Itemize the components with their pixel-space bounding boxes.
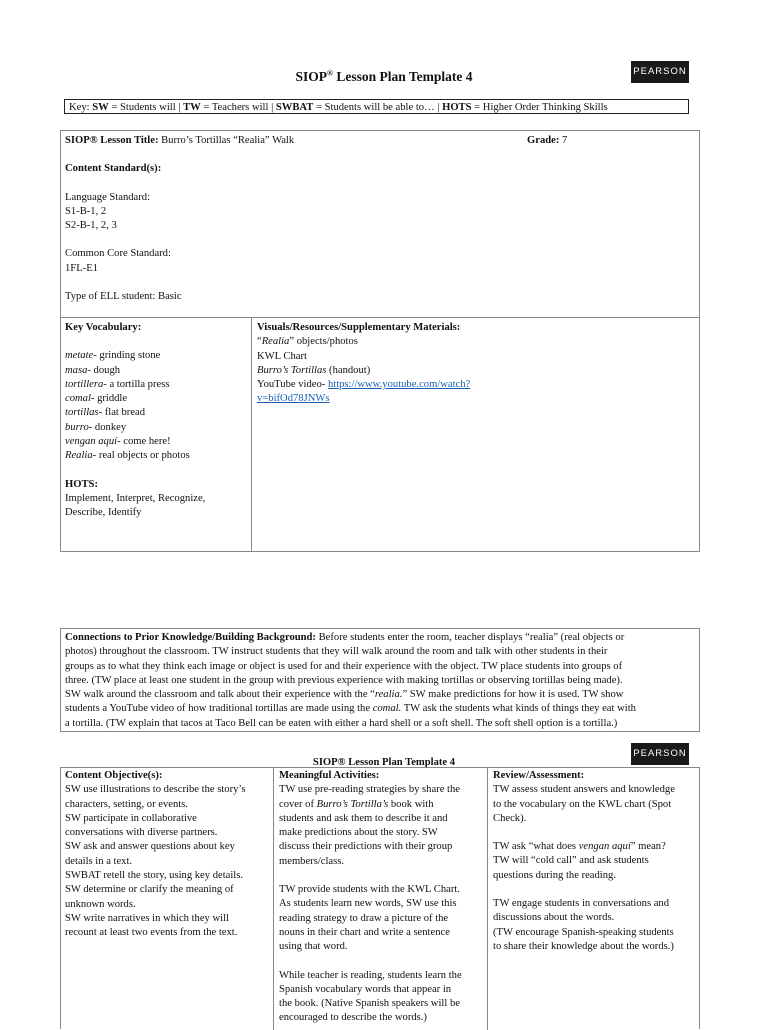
connections-line: Connections to Prior Knowledge/Building Background: Before students enter the room, teacher displays “realia” (real objects or [65,632,625,643]
objective-line: SW determine or clarify the meaning of [65,884,234,896]
common-core-value: 1FL-E1 [65,262,98,274]
lesson-title-value: Burro’s Tortillas “Realia” Walk [158,135,295,146]
objective-line: characters, setting, or events. [65,798,188,810]
activities-label: Meaningful Activities: [279,770,380,781]
vocab-item: vengan aquí- come here! [65,436,171,448]
vocab-item: tortillera- a tortilla press [65,378,170,390]
vocab-column [61,318,252,551]
key-swbat-def: = Students will be able to… | [313,102,443,113]
grade-value: 7 [559,135,568,146]
connections-line: a tortilla. (TW explain that tacos at Taco Bell can be eaten with either a hard shell or a soft shell. The soft shell option is a tortilla.) [65,717,618,729]
review-column [489,768,699,1030]
objective-line: recount at least two events from the text. [65,927,238,939]
vocab-item: Realia- real objects or photos [65,450,190,462]
objective-line: SW ask and answer questions about key [65,841,235,853]
lesson-info-box [60,130,700,318]
connections-line: photos) throughout the classroom. TW instruct students that they will walk around the room and talk with other students in their [65,646,608,658]
title-registered-mark: ® [327,68,333,78]
hots-line-1: Implement, Interpret, Recognize, [65,492,206,504]
key-sw: SW [92,102,109,113]
review-line: (TW encourage Spanish-speaking students [493,926,674,938]
connections-label: Connections to Prior Knowledge/Building Background: [65,632,316,643]
objective-line: SW participate in collaborative [65,812,197,824]
activity-line: encouraged to describe the words.) [279,1012,427,1024]
review-line: TW assess student answers and knowledge [493,784,675,796]
key-label: Key: [69,102,93,113]
review-line: questions during the reading. [493,869,616,881]
activity-line: Spanish vocabulary words that appear in [279,983,452,995]
review-line: TW ask “what does vengan aquí” mean? [493,841,666,853]
key-swbat: SWBAT [275,102,314,113]
activity-line: students and ask them to describe it and [279,812,448,824]
vocab-item: metate- grinding stone [65,350,161,362]
materials-label: Visuals/Resources/Supplementary Materials: [257,322,461,333]
grade-label: Grade: [527,135,560,146]
key-sw-def: = Students will | [108,102,184,113]
title-prefix: SIOP [295,69,327,84]
connections-line: SW walk around the classroom and talk about their experience with the “realia.” SW make predictions for how it is used. TW show [65,689,624,701]
vocab-item: masa- dough [65,364,121,376]
connections-line: groups as to what they think each image or object is used for and their experience with the object. TW place students into groups of [65,660,623,672]
activity-line: While teacher is reading, students learn the [279,969,462,981]
vocab-item: tortillas- flat bread [65,407,146,419]
vocab-item: comal- griddle [65,393,128,405]
vocab-item: burro- donkey [65,421,127,433]
connections-line: three. (TW place at least one student in the group with previous experience with making tortillas or observing tortillas being made). [65,674,623,686]
key-hots-def: = Higher Order Thinking Skills [471,102,608,113]
youtube-link[interactable]: https://www.youtube.com/watch? [327,379,471,391]
material-youtube: YouTube video- https://www.youtube.com/watch? [257,379,471,391]
youtube-link-cont[interactable]: v=bifOd78JNWs [257,393,330,405]
language-standard-2: S2-B-1, 2, 3 [65,220,117,232]
key-hots: HOTS [442,102,472,113]
review-line: TW engage students in conversations and [493,898,670,910]
key-legend [64,99,689,114]
vocab-label: Key Vocabulary: [65,322,142,333]
key-tw-def: = Teachers will | [200,102,276,113]
material-handout: Burro’s Tortillas (handout) [257,364,371,376]
material-youtube-cont [257,392,695,406]
ell-type: Type of ELL student: Basic [65,291,182,303]
pearson-logo: PEARSON [631,61,689,83]
review-line: TW will “cold call” and ask students [493,855,649,867]
activity-line: cover of Burro’s Tortilla’s book with [279,798,434,810]
activity-line: members/class. [279,855,345,867]
objective-line: conversations with diverse partners. [65,827,218,839]
activity-line: make predictions about the story. SW [279,827,438,839]
objective-line: SW use illustrations to describe the story’s [65,784,246,796]
review-line: to share their knowledge about the words.) [493,940,674,952]
hots-label: HOTS: [65,478,98,490]
activity-line: reading strategy to draw a picture of the [279,912,449,924]
objective-line: unknown words. [65,898,136,910]
objectives-column [61,768,274,1030]
activity-line: TW provide students with the KWL Chart. [279,884,460,896]
lesson-title-row [65,134,695,148]
objective-line: details in a text. [65,855,133,867]
activity-line: the book. (Native Spanish speakers will be [279,998,460,1010]
activity-line: using that word. [279,941,348,953]
vocab-materials-box [60,317,700,552]
materials-column [253,318,699,551]
hots-line-2: Describe, Identify [65,507,142,519]
lesson-title-label: SIOP® Lesson Title: [65,135,159,146]
review-label: Review/Assessment: [493,770,585,781]
pearson-logo-page2: PEARSON [631,743,689,765]
activities-column [275,768,488,1030]
activity-line: discuss their predictions with their group [279,841,453,853]
review-line: to the vocabulary on the KWL chart (Spot [493,798,672,810]
activity-line: TW use pre-reading strategies by share the [279,784,461,796]
language-standard-label: Language Standard: [65,191,151,203]
material-realia: “Realia” objects/photos [257,336,358,348]
objectives-label: Content Objective(s): [65,770,163,781]
content-standards-label: Content Standard(s): [65,163,162,175]
objective-line: SWBAT retell the story, using key details. [65,870,244,882]
objective-line: SW write narratives in which they will [65,912,229,924]
connections-box [60,628,700,732]
connections-line: students a YouTube video of how traditional tortillas are made using the comal. TW ask the students what kinds of things they eat with [65,703,636,715]
title-suffix: Lesson Plan Template 4 [332,69,473,84]
activity-line: As students learn new words, SW use this [279,898,457,910]
review-line: discussions about the words. [493,912,615,924]
language-standard-1: S1-B-1, 2 [65,205,107,217]
page2-title: SIOP® Lesson Plan Template 4 [312,757,456,768]
review-line: Check). [493,812,527,824]
common-core-label: Common Core Standard: [65,248,171,260]
key-tw: TW [183,102,201,113]
grade-field [527,134,567,148]
objectives-table [60,767,700,1029]
material-kwl-chart: KWL Chart [257,350,307,362]
activity-line: nouns in their chart and write a sentence [279,926,450,938]
